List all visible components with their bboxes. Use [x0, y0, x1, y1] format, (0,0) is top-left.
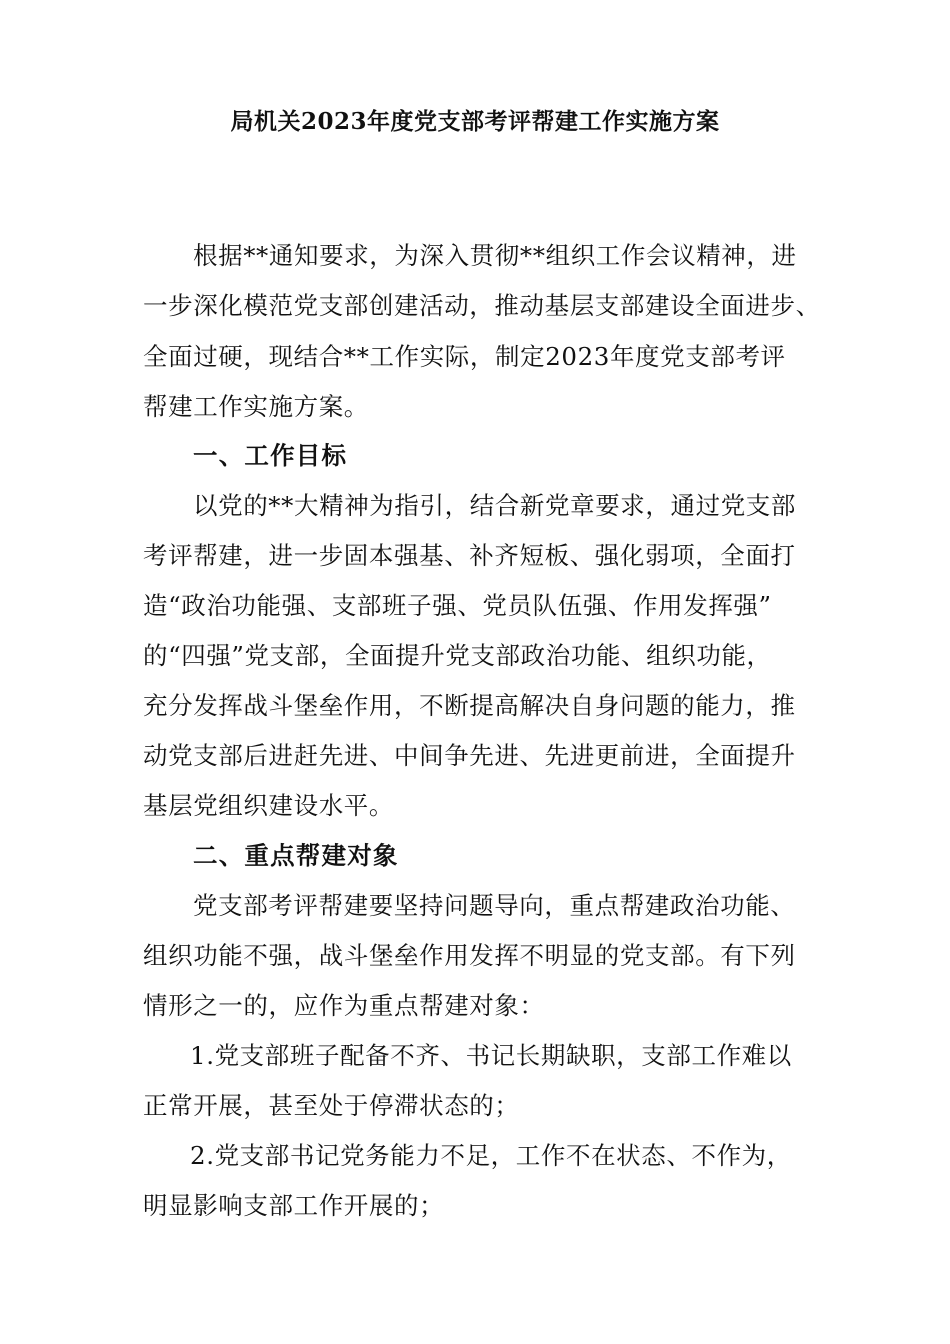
paragraph-line: 全面过硬，现结合**工作实际，制定2023年度党支部考评	[143, 342, 786, 371]
paragraph-line: 党支部考评帮建要坚持问题导向，重点帮建政治功能、	[193, 891, 796, 920]
paragraph-line: 情形之一的，应作为重点帮建对象：	[143, 991, 545, 1020]
paragraph-line: 基层党组织建设水平。	[143, 791, 394, 820]
paragraph-line: 充分发挥战斗堡垒作用，不断提高解决自身问题的能力，推	[143, 691, 796, 720]
paragraph-line: 以党的**大精神为指引，结合新党章要求，通过党支部	[193, 491, 796, 520]
paragraph-line: 造“政治功能强、支部班子强、党员队伍强、作用发挥强”	[143, 591, 772, 620]
list-item-line: 2.党支部书记党务能力不足，工作不在状态、不作为，	[190, 1141, 792, 1170]
paragraph-line: 动党支部后进赶先进、中间争先进、先进更前进，全面提升	[143, 741, 796, 770]
paragraph-line: 组织功能不强，战斗堡垒作用发挥不明显的党支部。有下列	[143, 941, 796, 970]
section-heading: 二、重点帮建对象	[193, 841, 399, 870]
section-heading: 一、工作目标	[193, 441, 348, 470]
paragraph-line: 的“四强”党支部，全面提升党支部政治功能、组织功能，	[143, 641, 772, 670]
paragraph-line: 根据**通知要求，为深入贯彻**组织工作会议精神，进	[193, 241, 797, 270]
document-title: 局机关2023年度党支部考评帮建工作实施方案	[230, 108, 720, 135]
paragraph-line: 考评帮建，进一步固本强基、补齐短板、强化弱项，全面打	[143, 541, 796, 570]
list-item-line: 1.党支部班子配备不齐、书记长期缺职，支部工作难以	[190, 1041, 792, 1070]
list-item-line: 正常开展，甚至处于停滞状态的；	[143, 1091, 520, 1120]
paragraph-line: 一步深化模范党支部创建活动，推动基层支部建设全面进步、	[143, 291, 821, 320]
paragraph-line: 帮建工作实施方案。	[143, 392, 369, 421]
list-item-line: 明显影响支部工作开展的；	[143, 1191, 445, 1220]
